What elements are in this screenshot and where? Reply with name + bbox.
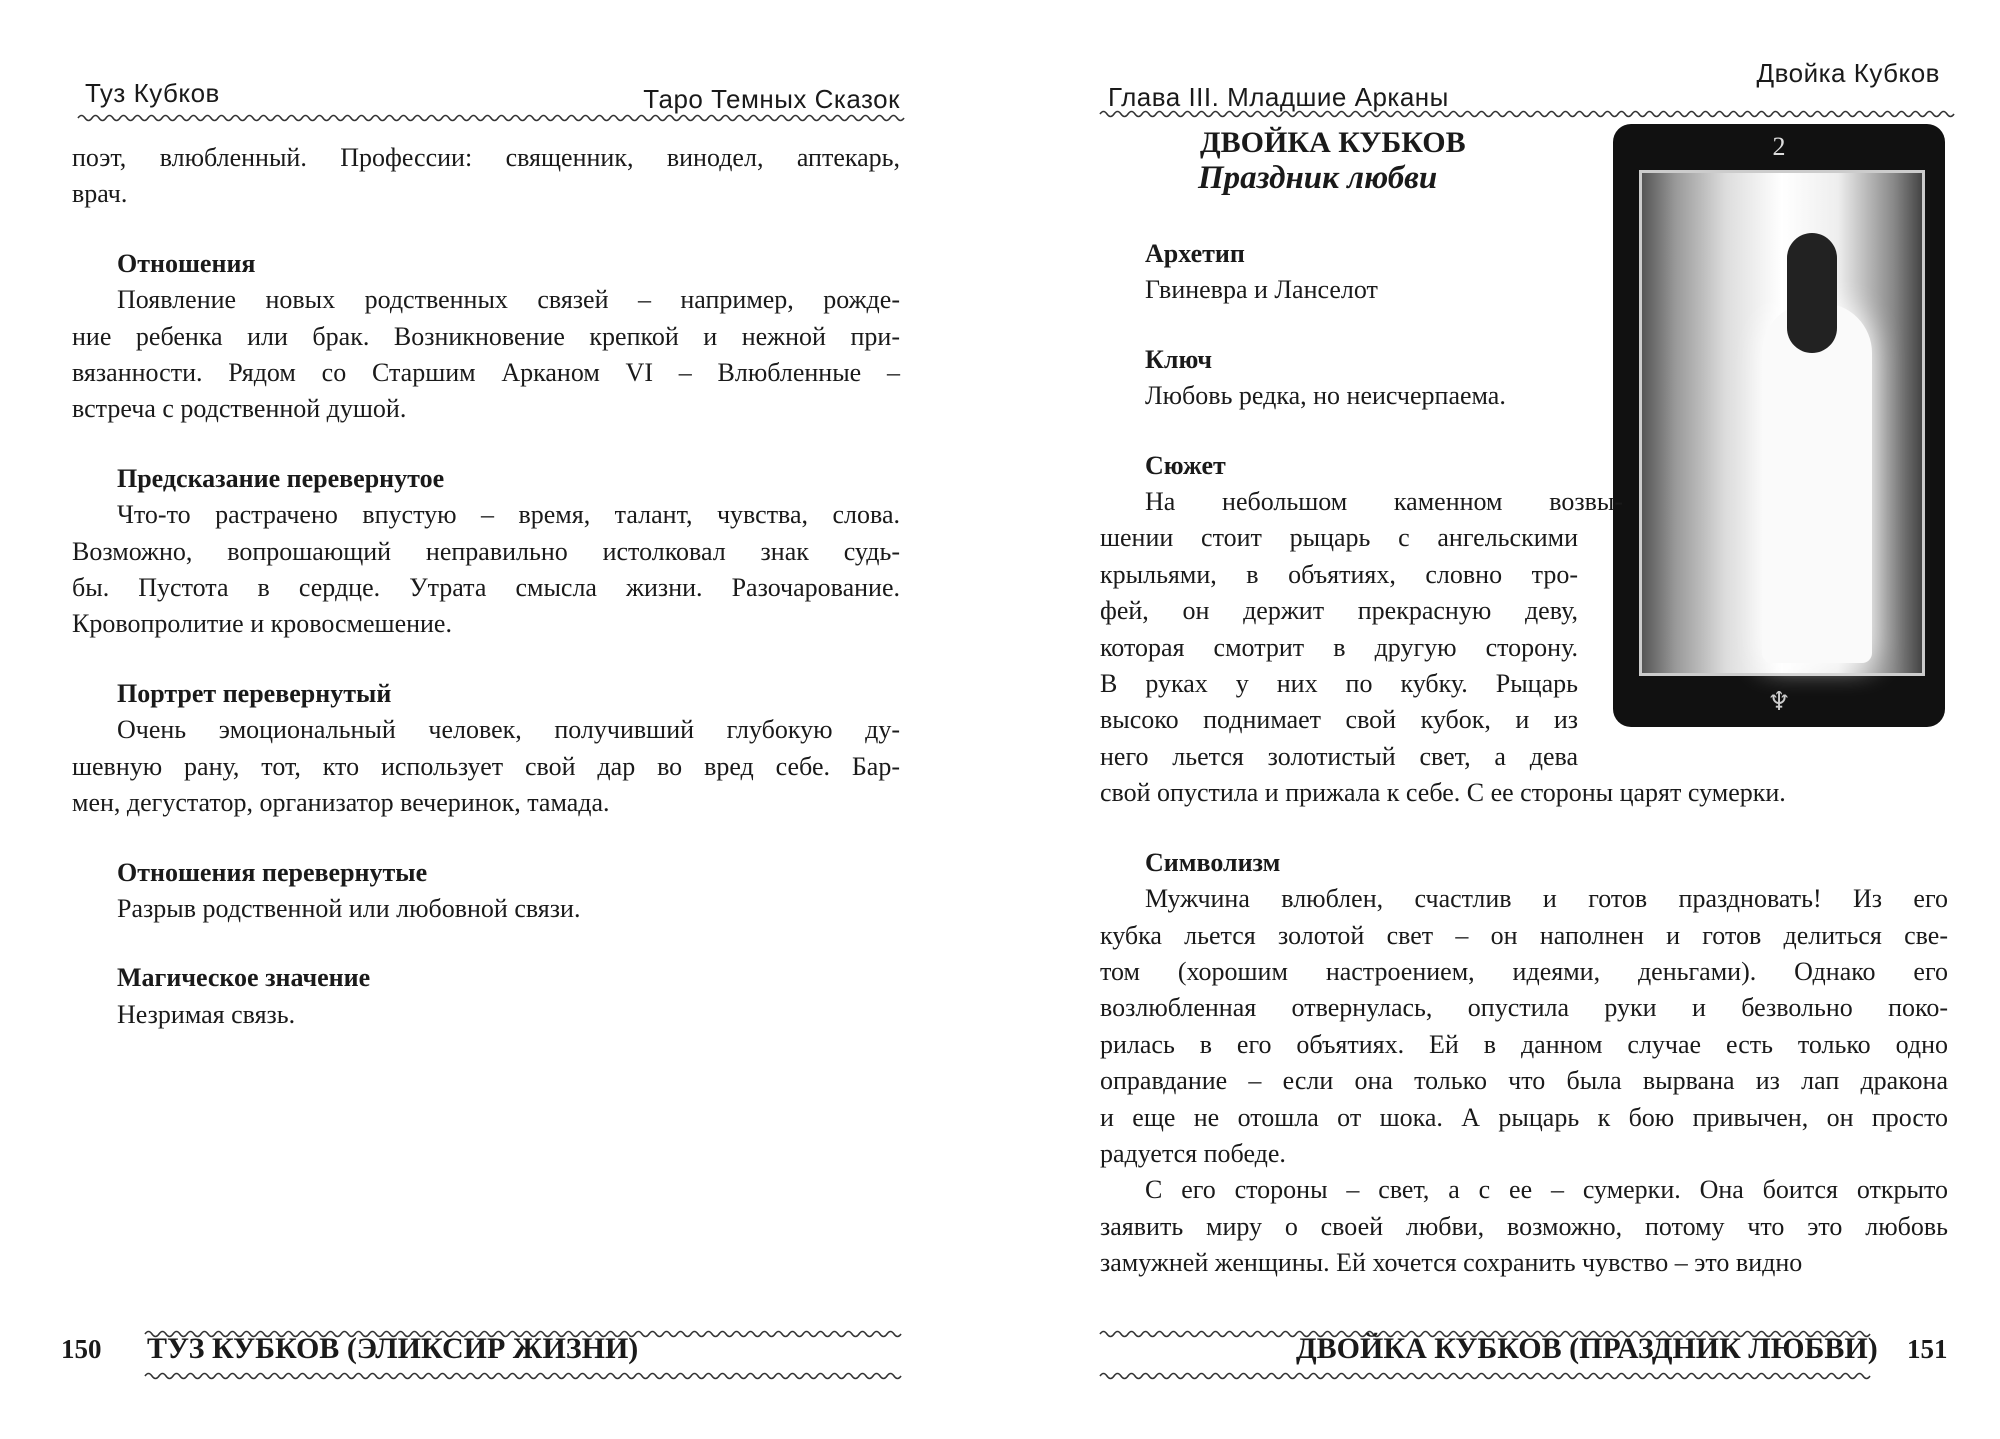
text-line: Незримая связь. bbox=[117, 999, 296, 1029]
right-page-body bbox=[1100, 236, 1948, 1282]
left-page-body bbox=[72, 140, 900, 1033]
text-line: Разрыв родственной или любовной связи. bbox=[117, 893, 581, 923]
section-heading: Предсказание перевернутое bbox=[117, 463, 445, 493]
text-line: Гвиневра и Ланселот bbox=[1145, 275, 1378, 305]
section-heading: Архетип bbox=[1145, 239, 1245, 268]
section bbox=[1100, 448, 1948, 812]
section bbox=[1100, 236, 1948, 309]
section bbox=[1100, 342, 1948, 415]
paragraph bbox=[1100, 881, 1948, 1172]
text-line: замужней женщины. Ей хочется сохранить чувство – это видно bbox=[1100, 1248, 1803, 1278]
section-heading: Магическое значение bbox=[117, 963, 371, 993]
text-line: кубка льется золотой свет – он наполнен и готов делиться све- bbox=[1100, 920, 1948, 950]
text-line: радуется победе. bbox=[1100, 1138, 1286, 1168]
text-line: Очень эмоциональный человек, получивший глубокую ду- bbox=[117, 715, 900, 745]
wavy-line bbox=[145, 1374, 901, 1379]
text-line: Любовь редка, но неисчерпаема. bbox=[1145, 381, 1506, 411]
text-line: вязанности. Рядом со Старшим Арканом VI – Влюбленные – bbox=[72, 358, 900, 388]
text-line: шевную рану, тот, кто использует свой дар во вред себе. Бар- bbox=[72, 751, 900, 781]
text-line: На небольшом каменном возвы- bbox=[1145, 487, 1623, 517]
paragraph bbox=[1100, 1172, 1948, 1281]
section-heading: Сюжет bbox=[1145, 450, 1226, 480]
wavy-line bbox=[1100, 112, 1954, 117]
header-wavy-rule bbox=[78, 112, 900, 124]
text-line: высоко поднимает свой кубок, и из bbox=[1100, 705, 1578, 735]
running-header-left: Туз Кубков bbox=[85, 78, 220, 108]
text-line: Кровопролитие и кровосмешение. bbox=[72, 609, 452, 639]
text-line: врач. bbox=[72, 179, 128, 209]
paragraph bbox=[1100, 484, 1948, 812]
text-line: бы. Пустота в сердце. Утрата смысла жизни. Разочарование. bbox=[72, 573, 900, 603]
cup-icon: ♆ bbox=[1767, 687, 1791, 716]
text-line: Возможно, вопрошающий неправильно истолковал знак судь- bbox=[72, 536, 900, 566]
paragraph bbox=[72, 712, 900, 821]
footer-wavy-rule-bottom bbox=[1100, 1370, 1865, 1382]
running-header-right: Таро Темных Сказок bbox=[643, 84, 900, 114]
text-line: которая смотрит в другую сторону. bbox=[1100, 632, 1578, 662]
text-line: него льется золотистый свет, а дева bbox=[1100, 741, 1578, 771]
section-heading: Отношения перевернутые bbox=[117, 857, 428, 887]
text-line: свой опустила и прижала к себе. С ее стороны царят сумерки. bbox=[1100, 778, 1786, 808]
section-heading: Символизм bbox=[1145, 847, 1281, 877]
text-line: Появление новых родственных связей – например, рожде- bbox=[117, 285, 900, 315]
text-line: Мужчина влюблен, счастлив и готов праздновать! Из его bbox=[1145, 884, 1948, 914]
paragraph bbox=[72, 997, 900, 1033]
text-line: ние ребенка или брак. Возникновение крепкой и нежной при- bbox=[72, 321, 900, 351]
text-line: С его стороны – свет, а с ее – сумерки. Она боится открыто bbox=[1145, 1175, 1948, 1205]
text-line: и еще не отошла от шока. А рыцарь к бою привычен, он просто bbox=[1100, 1102, 1948, 1132]
section bbox=[72, 855, 900, 928]
card-subtitle: Праздник любви bbox=[1198, 160, 1438, 196]
paragraph bbox=[72, 140, 900, 213]
text-line: поэт, влюбленный. Профессии: священник, винодел, аптекарь, bbox=[72, 143, 900, 172]
text-line: мен, дегустатор, организатор вечеринок, тамада. bbox=[72, 788, 610, 818]
section bbox=[72, 461, 900, 643]
text-line: возлюбленная отвернулась, опустила руки и безвольно поко- bbox=[1100, 993, 1948, 1023]
section bbox=[1100, 845, 1948, 1282]
section bbox=[72, 140, 900, 213]
section bbox=[72, 246, 900, 428]
text-line: заявить миру о своей любви, возможно, потому что это любовь bbox=[1100, 1211, 1948, 1241]
section bbox=[72, 676, 900, 822]
text-line: крыльями, в объятиях, словно тро- bbox=[1100, 559, 1578, 589]
paragraph bbox=[72, 891, 900, 927]
footer-wavy-rule-bottom bbox=[145, 1370, 900, 1382]
page-number: 150 bbox=[61, 1334, 102, 1364]
text-line: оправдание – если она только что была вырвана из лап дракона bbox=[1100, 1066, 1948, 1096]
footer-title: ТУЗ КУБКОВ (ЭЛИКСИР ЖИЗНИ) bbox=[147, 1332, 639, 1365]
section-heading: Портрет перевернутый bbox=[117, 678, 392, 708]
text-line: том (хорошим настроением, идеями, деньгами). Однако его bbox=[1100, 956, 1948, 986]
right-page bbox=[1000, 0, 2000, 1439]
text-line: шении стоит рыцарь с ангельскими bbox=[1100, 523, 1578, 553]
text-line: В руках у них по кубку. Рыцарь bbox=[1100, 669, 1578, 699]
paragraph bbox=[72, 497, 900, 643]
header-wavy-rule bbox=[1100, 108, 1942, 120]
page-number: 151 bbox=[1907, 1334, 1948, 1364]
card-title: ДВОЙКА КУБКОВ bbox=[1200, 126, 1466, 159]
text-line: фей, он держит прекрасную деву, bbox=[1100, 596, 1578, 626]
paragraph bbox=[72, 282, 900, 428]
section-heading: Отношения bbox=[117, 248, 256, 278]
paragraph bbox=[1100, 378, 1948, 414]
section-heading: Ключ bbox=[1145, 344, 1212, 374]
section bbox=[72, 960, 900, 1033]
text-line: рилась в его объятиях. Ей в данном случае есть только одно bbox=[1100, 1029, 1948, 1059]
text-line: встреча с родственной душой. bbox=[72, 394, 407, 424]
running-header-right: Двойка Кубков bbox=[1756, 58, 1940, 88]
wavy-line bbox=[1100, 1374, 1870, 1379]
text-line: Что-то растрачено впустую – время, талант, чувства, слова. bbox=[117, 500, 900, 530]
card-number: 2 bbox=[1772, 132, 1786, 161]
wavy-line bbox=[78, 116, 904, 121]
running-header-left: Глава III. Младшие Арканы bbox=[1108, 82, 1449, 112]
footer-title: ДВОЙКА КУБКОВ (ПРАЗДНИК ЛЮБВИ) bbox=[1296, 1332, 1878, 1365]
paragraph bbox=[1100, 272, 1948, 308]
